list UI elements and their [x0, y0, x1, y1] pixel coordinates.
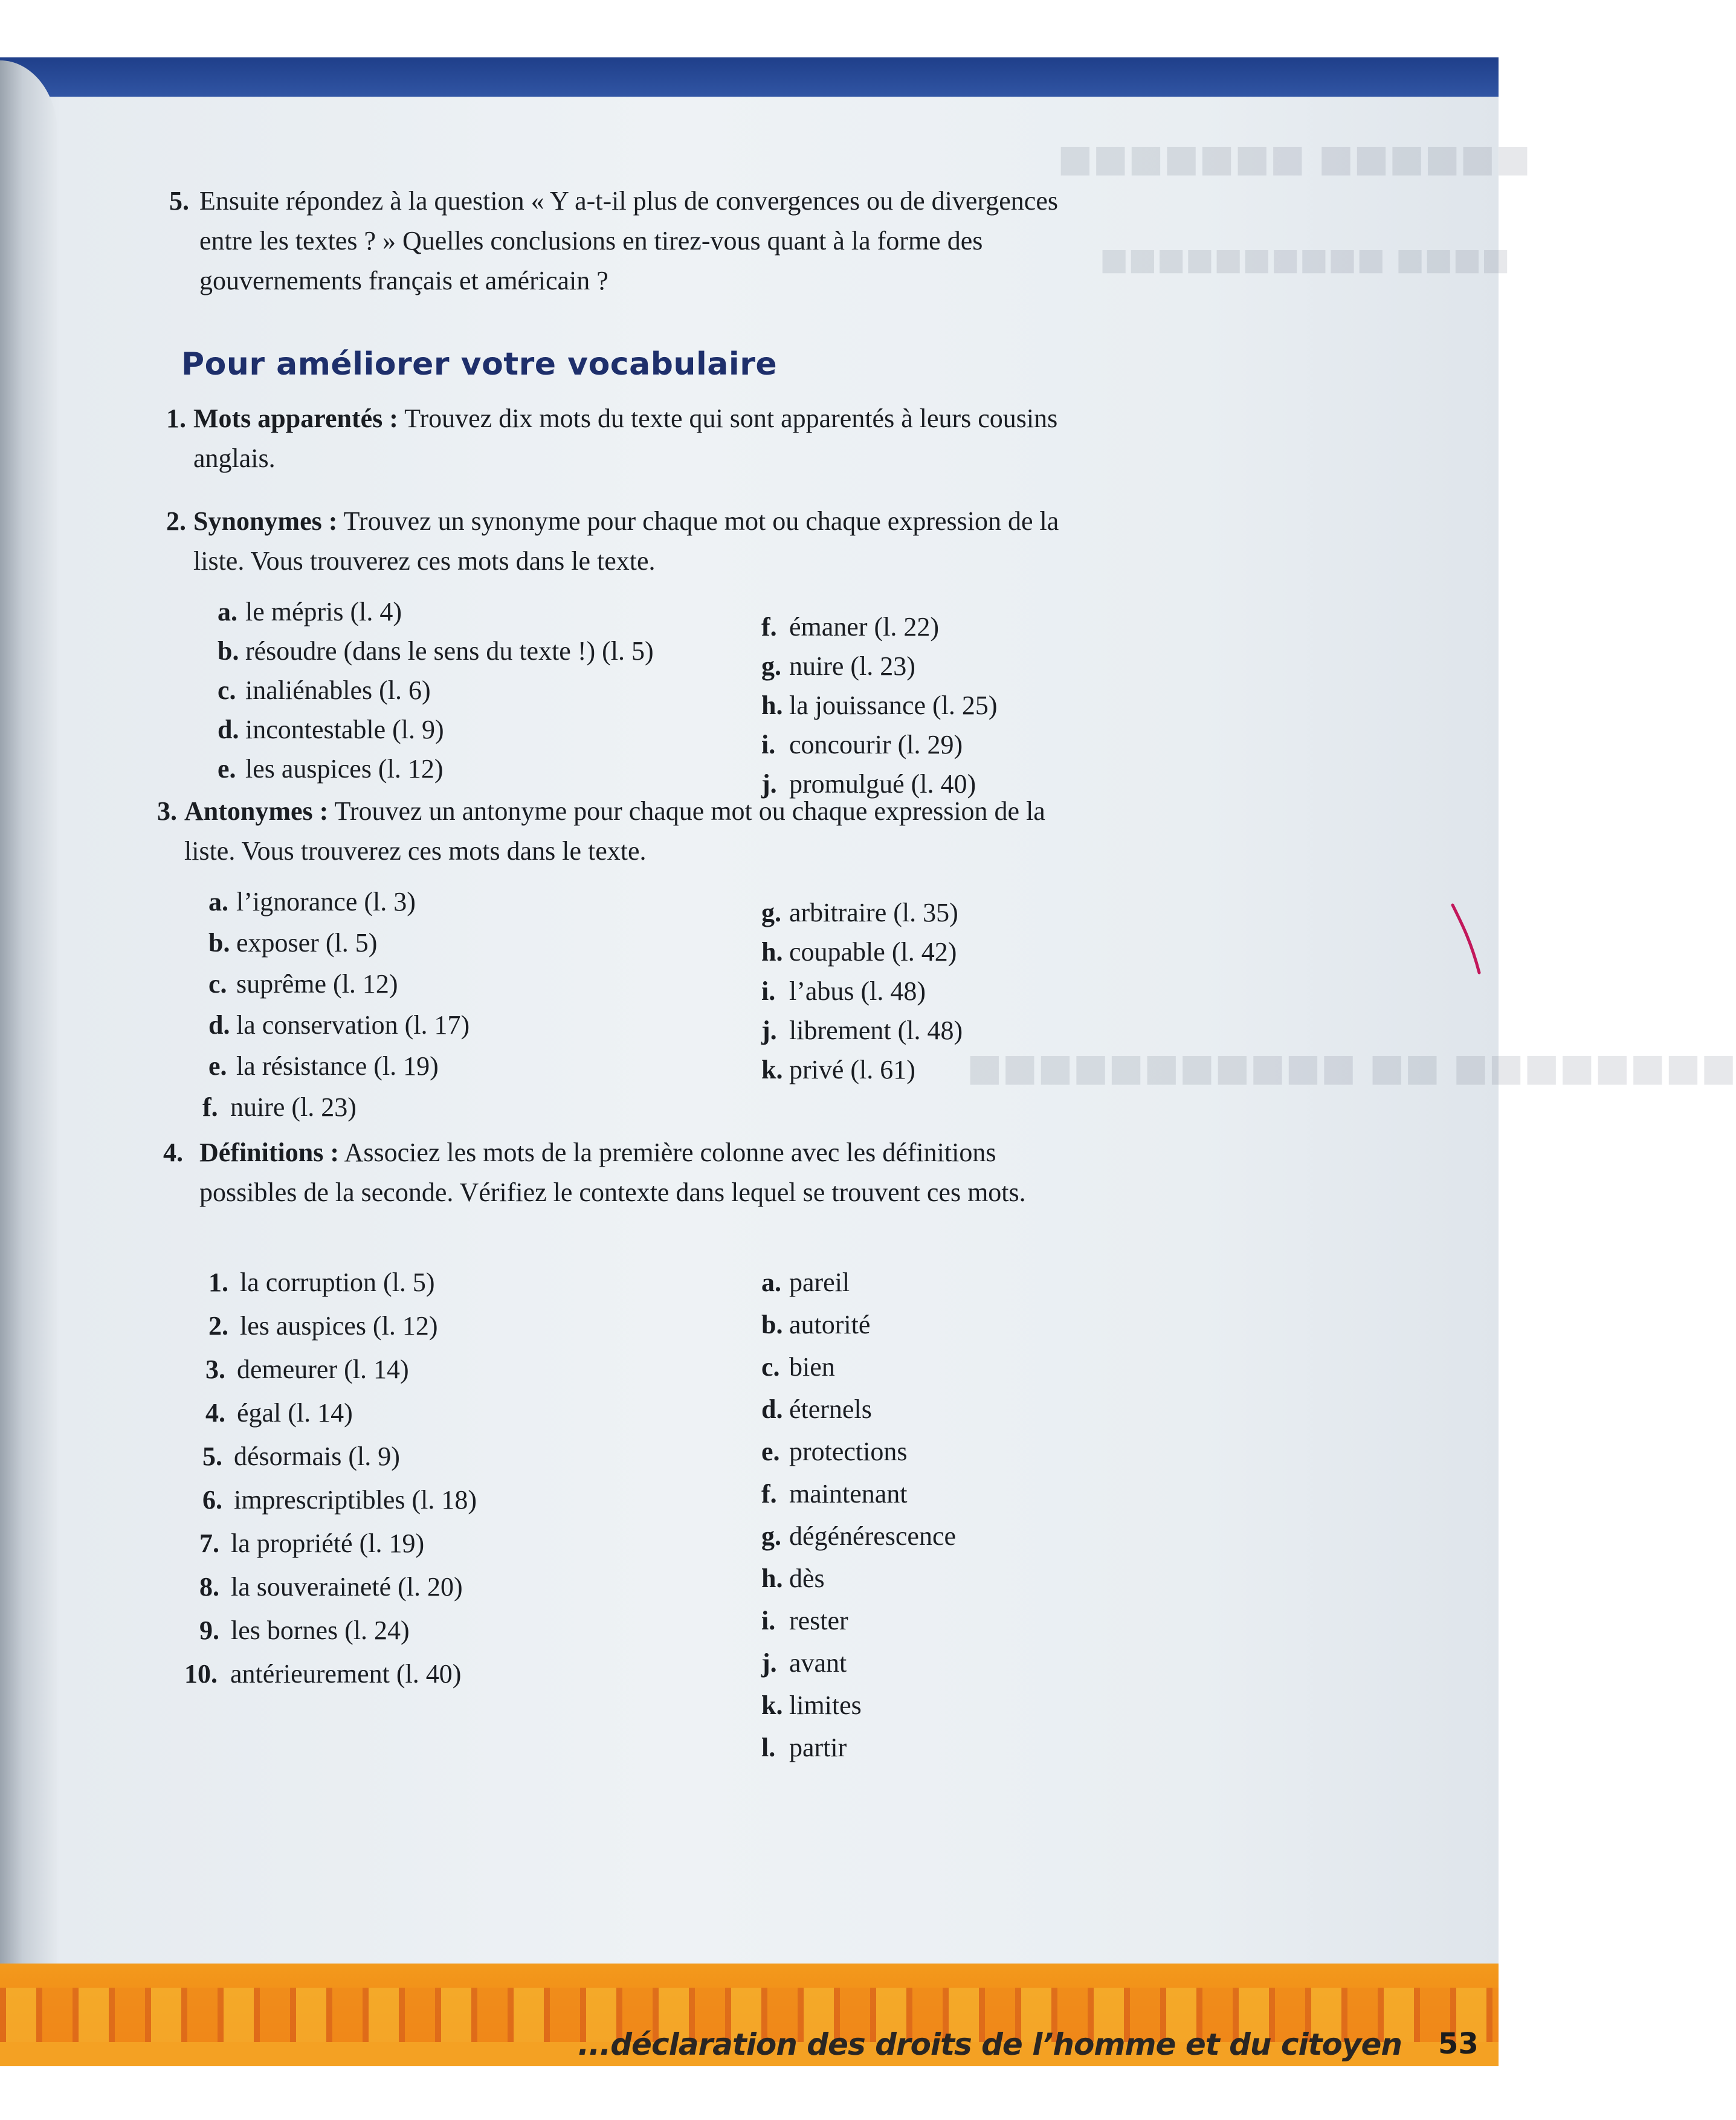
list-item: c. inaliénables (l. 6)	[218, 675, 431, 705]
exercise-4-number: 4.	[163, 1138, 183, 1167]
list-item: f. nuire (l. 23)	[202, 1092, 357, 1122]
list-item: a. l’ignorance (l. 3)	[208, 887, 416, 917]
list-item: l. partir	[761, 1733, 847, 1762]
list-item: f. maintenant	[761, 1479, 908, 1509]
list-item: 7. la propriété (l. 19)	[199, 1529, 425, 1558]
exercise-1	[166, 399, 1088, 478]
bleed-through-box: ■■■■■■■■ ■■ ■■■■■■■■■■■	[967, 1045, 1736, 1089]
list-item: b. autorité	[761, 1310, 871, 1339]
pen-mark-icon	[1450, 900, 1486, 985]
exercise-3-title: Antonymes :	[184, 796, 329, 826]
list-item: 5. désormais (l. 9)	[202, 1442, 400, 1471]
list-item: 2. les auspices (l. 12)	[208, 1311, 438, 1341]
exercise-4-text: Associez les mots de la première colonne avec les définitions possibles de la seconde. Vérifiez le contexte dans lequel se trouvent ces mots.	[199, 1138, 1026, 1207]
list-item: h. la jouissance (l. 25)	[761, 691, 998, 720]
list-item: d. éternels	[761, 1394, 872, 1424]
list-item: 10. antérieurement (l. 40)	[184, 1659, 462, 1689]
list-item: g. arbitraire (l. 35)	[761, 898, 958, 927]
list-item: b. exposer (l. 5)	[208, 928, 378, 958]
list-item: k. limites	[761, 1690, 862, 1720]
exercise-2-text: Trouvez un synonyme pour chaque mot ou chaque expression de la liste. Vous trouverez ces mots dans le texte.	[193, 506, 1059, 576]
list-item: i. rester	[761, 1606, 848, 1635]
footer-title: ...déclaration des droits de l’homme et du citoyen	[578, 2027, 1402, 2062]
list-item: e. protections	[761, 1437, 908, 1466]
list-item: 6. imprescriptibles (l. 18)	[202, 1485, 477, 1515]
list-item: j. librement (l. 48)	[761, 1016, 963, 1045]
exercise-4-title: Définitions :	[199, 1138, 339, 1167]
list-item: d. la conservation (l. 17)	[208, 1010, 470, 1040]
exercise-1-number: 1.	[166, 404, 186, 433]
list-item: 9. les bornes (l. 24)	[199, 1616, 410, 1645]
exercise-3-text: Trouvez un antonyme pour chaque mot ou chaque expression de la liste. Vous trouverez ces mots dans le texte.	[184, 796, 1045, 866]
list-item: c. bien	[761, 1352, 835, 1382]
exercise-2-number: 2.	[166, 506, 186, 536]
list-item: h. dès	[761, 1564, 825, 1593]
list-item: e. les auspices (l. 12)	[218, 754, 444, 784]
bleed-through-heading: ■■■■■■ ■■■■■■■	[1057, 136, 1531, 180]
list-item: e. la résistance (l. 19)	[208, 1051, 439, 1081]
list-item: a. le mépris (l. 4)	[218, 597, 402, 627]
page-number: 53	[1438, 2027, 1479, 2061]
top-edge	[0, 0, 1499, 60]
list-item: g. nuire (l. 23)	[761, 651, 915, 681]
list-item: f. émaner (l. 22)	[761, 612, 939, 642]
list-item: 8. la souveraineté (l. 20)	[199, 1572, 463, 1602]
list-item: k. privé (l. 61)	[761, 1055, 915, 1084]
bottom-edge	[0, 2066, 1499, 2120]
list-item: h. coupable (l. 42)	[761, 937, 957, 967]
list-item: i. concourir (l. 29)	[761, 730, 963, 759]
exercise-3	[157, 791, 1079, 871]
section-heading: Pour améliorer votre vocabulaire	[181, 346, 778, 382]
exercise-4	[163, 1133, 1057, 1213]
question-5-text: Ensuite répondez à la question « Y a-t-il plus de convergences ou de divergences entre les textes ? » Quelles conclusions en tirez-vous quant à la forme des gouvernements français et américain ?	[199, 186, 1058, 295]
question-5-number: 5.	[169, 186, 189, 216]
list-item: 4. égal (l. 14)	[205, 1398, 353, 1428]
list-item: a. pareil	[761, 1268, 850, 1297]
list-item: b. résoudre (dans le sens du texte !) (l. 5)	[218, 636, 654, 666]
page-curl-shadow	[0, 60, 57, 2072]
list-item: g. dégénérescence	[761, 1521, 957, 1551]
exercise-2-title: Synonymes :	[193, 506, 338, 536]
exercise-3-number: 3.	[157, 796, 177, 826]
list-item: 3. demeurer (l. 14)	[205, 1355, 409, 1384]
list-item: i. l’abus (l. 48)	[761, 976, 926, 1006]
question-5	[169, 181, 1106, 301]
list-item: j. promulgué (l. 40)	[761, 769, 976, 799]
list-item: c. suprême (l. 12)	[208, 969, 398, 999]
exercise-1-title: Mots apparentés :	[193, 404, 398, 433]
list-item: j. avant	[761, 1648, 847, 1678]
list-item: 1. la corruption (l. 5)	[208, 1268, 435, 1297]
exercise-1-text: Trouvez dix mots du texte qui sont apparentés à leurs cousins anglais.	[193, 404, 1058, 473]
exercise-2	[166, 501, 1088, 581]
list-item: d. incontestable (l. 9)	[218, 715, 444, 744]
bleed-through-heading-2: ■■■■ ■■■■■■■■■■	[1100, 242, 1510, 277]
